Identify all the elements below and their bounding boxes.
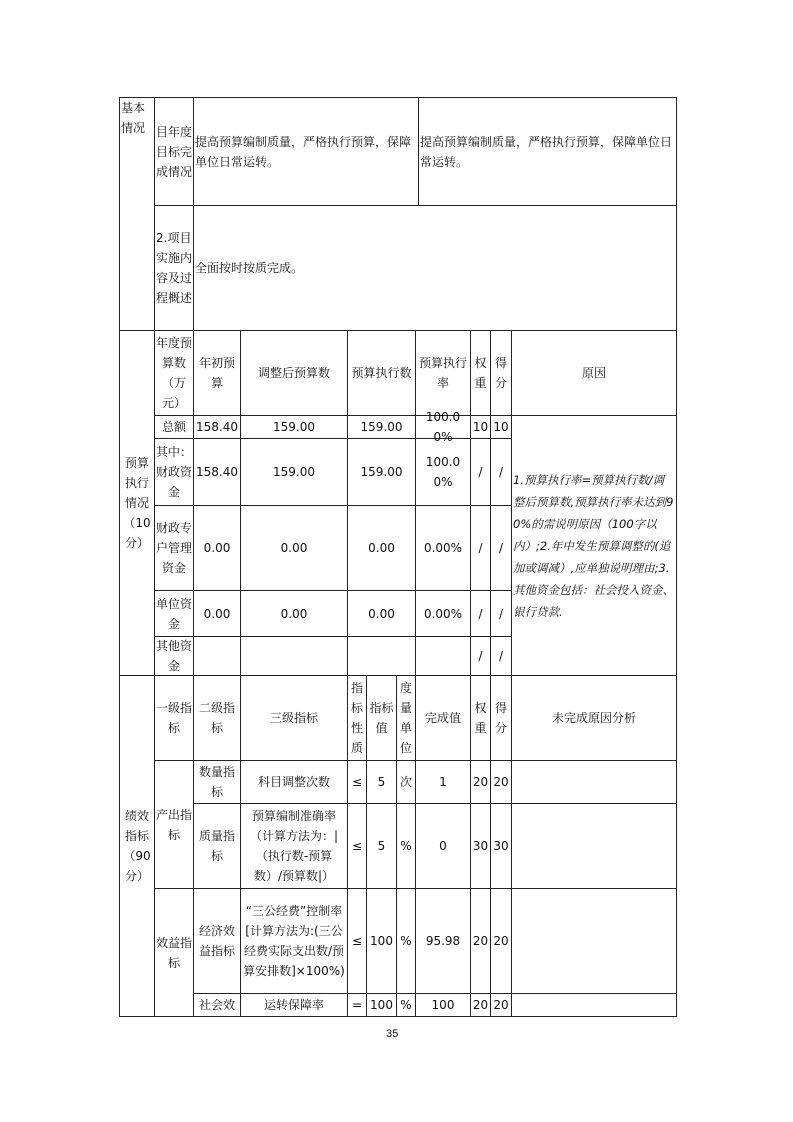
perf-header-8 (490, 675, 512, 761)
budget-header-1-text: 年初预算 (198, 356, 235, 390)
perf-l3-cell (240, 760, 348, 804)
perf-weight-cell-text: 20 (472, 998, 489, 1012)
perf-header-7 (470, 675, 491, 761)
perf-actual-cell (415, 760, 471, 804)
budget-executed-cell-text: 0.00 (368, 541, 395, 555)
goal-actual (418, 97, 677, 206)
perf-target-cell-text: 100 (370, 934, 393, 948)
perf-target-cell (366, 760, 397, 804)
perf-nature-cell-text: ≤ (351, 839, 363, 853)
perf-weight-cell-text: 20 (472, 934, 489, 948)
perf-nature-cell (347, 993, 367, 1017)
budget-header-3-text: 预算执行数 (351, 366, 412, 380)
budget-initial-cell (193, 438, 241, 506)
budget-name-cell (154, 505, 194, 591)
budget-adjusted-cell-text: 159.00 (273, 420, 315, 434)
perf-l3-cell-text: 运转保障率 (263, 998, 324, 1012)
perf-weight-cell (470, 888, 491, 994)
budget-header-3 (347, 330, 416, 416)
budget-header-7 (511, 330, 677, 416)
perf-score-cell (490, 888, 512, 994)
perf-header-8-text: 得分 (494, 701, 507, 735)
goal-actual-text: 提高预算编制质量，严格执行预算，保障单位日常运转。 (420, 134, 673, 169)
budget-name-cell-text: 总额 (161, 420, 186, 434)
perf-reason-cell (511, 803, 677, 889)
perf-l2-cell (193, 888, 241, 994)
budget-header-2-text: 调整后预算数 (257, 366, 330, 380)
goal-planned (193, 97, 419, 206)
perf-target-cell (366, 803, 397, 889)
impl-label-text: 2.项目实施内容及过程概述 (156, 231, 193, 305)
level1-output-text: 产出指标 (156, 807, 193, 842)
budget-section-label (119, 330, 155, 676)
perf-weight-cell-text: 30 (472, 839, 489, 853)
budget-adjusted-cell-text: 0.00 (280, 541, 308, 555)
budget-executed-cell-text: 159.00 (360, 420, 403, 434)
budget-rate-cell (415, 438, 471, 506)
budget-initial-cell-text: 158.40 (196, 465, 238, 479)
budget-weight-cell (470, 438, 491, 506)
perf-l2-cell-text: 质量指标 (198, 829, 235, 863)
perf-header-6 (415, 675, 471, 761)
perf-nature-cell-text: ≤ (351, 934, 363, 948)
perf-score-cell-text: 20 (493, 775, 509, 789)
goal-planned-text: 提高预算编制质量，严格执行预算，保障单位日常运转。 (195, 134, 412, 169)
budget-initial-cell-text: 0.00 (203, 541, 231, 555)
budget-section-label-text: 预算执行情况（10分） (123, 456, 151, 550)
perf-actual-cell (415, 888, 471, 994)
budget-rate-cell (415, 505, 471, 591)
budget-header-4-text: 预算执行率 (418, 356, 467, 390)
budget-name-cell (154, 438, 194, 506)
perf-target-cell-text: 100 (370, 998, 393, 1012)
budget-score-cell (490, 438, 512, 506)
budget-adjusted-cell (240, 590, 348, 637)
perf-actual-cell (415, 993, 471, 1017)
budget-weight-cell (470, 415, 491, 439)
perf-header-1-text: 二级指标 (198, 701, 235, 735)
perf-header-5 (396, 675, 416, 761)
perf-nature-cell-text: ≤ (351, 775, 363, 789)
perf-header-1 (193, 675, 241, 761)
budget-header-1 (193, 330, 241, 416)
perf-unit-cell-text: 次 (399, 775, 412, 789)
budget-weight-cell-text: / (478, 541, 483, 555)
perf-actual-cell-text: 95.98 (425, 934, 461, 948)
perf-header-4 (366, 675, 397, 761)
budget-rate-cell (415, 636, 471, 676)
budget-name-cell-text: 单位资金 (156, 596, 193, 631)
budget-rate-cell-text: 0.00% (423, 541, 463, 555)
budget-header-0 (154, 330, 194, 416)
perf-target-cell-text: 5 (377, 775, 386, 789)
perf-unit-cell (396, 993, 416, 1017)
budget-name-cell-text: 其他资金 (156, 639, 193, 673)
budget-initial-cell-text: 0.00 (203, 606, 231, 621)
perf-score-cell-text: 30 (493, 839, 509, 853)
impl-label (154, 205, 194, 331)
perf-header-9 (511, 675, 677, 761)
perf-target-cell (366, 888, 397, 994)
perf-l3-cell (240, 888, 348, 994)
budget-executed-cell (347, 438, 416, 506)
budget-score-cell (490, 636, 512, 676)
perf-header-5-text: 度量单位 (399, 681, 412, 755)
perf-l2-cell (193, 760, 241, 804)
perf-nature-cell-text: = (351, 998, 363, 1012)
perf-reason-cell (511, 760, 677, 804)
budget-header-6-text: 得分 (494, 356, 507, 390)
budget-name-cell (154, 636, 194, 676)
perf-weight-cell (470, 760, 491, 804)
perf-header-0-text: 一级指标 (156, 701, 193, 735)
perf-header-4-text: 指标值 (369, 701, 394, 735)
budget-score-cell-text: / (498, 541, 504, 555)
perf-unit-cell-text: % (400, 839, 412, 853)
budget-executed-cell-text: 159.00 (360, 465, 403, 479)
perf-header-3 (347, 675, 367, 761)
perf-score-cell (490, 993, 512, 1017)
perf-weight-cell (470, 993, 491, 1017)
perf-actual-cell (415, 803, 471, 889)
budget-weight-cell-text: / (478, 649, 483, 663)
budget-header-5-text: 权重 (474, 356, 487, 390)
perf-score-cell (490, 760, 512, 804)
budget-initial-cell (193, 415, 241, 439)
level1-benefit-text: 效益指标 (156, 935, 193, 970)
perf-header-9-text: 未完成原因分析 (551, 711, 636, 725)
perf-header-2-text: 三级指标 (269, 711, 318, 725)
perf-header-6-text: 完成值 (424, 711, 461, 725)
budget-adjusted-cell-text: 159.00 (273, 465, 315, 479)
budget-rate-cell-text: 100.00% (425, 455, 461, 489)
goal-label-text: 目年度目标完成情况 (156, 124, 193, 179)
perf-l3-cell-text: 预算编制准确率（计算方法为：|（执行数-预算数）/预算数|） (249, 809, 339, 883)
budget-name-cell-text: 财政专户管理资金 (156, 521, 193, 575)
perf-l2-cell-text: 社会效 (198, 998, 235, 1012)
perf-header-3-text: 指标性质 (350, 681, 363, 755)
budget-header-5 (470, 330, 491, 416)
budget-adjusted-cell (240, 438, 348, 506)
budget-score-cell (490, 415, 512, 439)
perf-score-cell-text: 20 (493, 998, 509, 1012)
perf-header-2 (240, 675, 348, 761)
perf-l2-cell-text: 经济效益指标 (198, 924, 235, 958)
budget-score-cell-text: / (498, 465, 504, 479)
budget-adjusted-cell (240, 636, 348, 676)
budget-adjusted-cell (240, 505, 348, 591)
perf-unit-cell (396, 888, 416, 994)
budget-weight-cell (470, 505, 491, 591)
perf-reason-cell (511, 993, 677, 1017)
perf-unit-cell (396, 760, 416, 804)
level1-benefit (154, 888, 194, 1017)
budget-executed-cell (347, 505, 416, 591)
perf-section-label (119, 675, 155, 1017)
basic-info-label (119, 97, 155, 331)
budget-weight-cell (470, 590, 491, 637)
budget-header-0-text: 年度预算数（万元） (156, 336, 193, 410)
perf-l2-cell (193, 993, 241, 1017)
budget-rate-cell (415, 410, 471, 444)
perf-l3-cell-text: 科目调整次数 (257, 775, 330, 789)
page-number: 35 (386, 1028, 399, 1040)
perf-l3-cell (240, 803, 348, 889)
budget-score-cell-text: / (498, 606, 504, 621)
budget-header-6 (490, 330, 512, 416)
budget-initial-cell (193, 590, 241, 637)
perf-nature-cell (347, 888, 367, 994)
perf-weight-cell (470, 803, 491, 889)
perf-l3-cell-text: “三公经费”控制率[计算方法为:(三公经费实际支出数/预算安排数]×100%) (243, 904, 345, 978)
basic-info-label-text: 基本情况 (121, 101, 146, 135)
perf-unit-cell (396, 803, 416, 889)
perf-nature-cell (347, 803, 367, 889)
budget-weight-cell (470, 636, 491, 676)
budget-rate-cell-text: 100.00% (425, 410, 461, 444)
budget-score-cell (490, 590, 512, 637)
budget-executed-cell (347, 636, 416, 676)
budget-executed-cell-text: 0.00 (368, 606, 395, 621)
perf-unit-cell-text: % (400, 934, 412, 948)
budget-weight-cell-text: / (478, 606, 483, 621)
perf-l2-cell (193, 803, 241, 889)
budget-weight-cell-text: 10 (472, 420, 489, 434)
perf-unit-cell-text: % (400, 998, 412, 1012)
budget-header-2 (240, 330, 348, 416)
perf-score-cell (490, 803, 512, 889)
budget-executed-cell (347, 590, 416, 637)
perf-header-0 (154, 675, 194, 761)
budget-score-cell-text: 10 (493, 420, 509, 434)
budget-initial-cell (193, 636, 241, 676)
budget-adjusted-cell (240, 415, 348, 439)
perf-header-7-text: 权重 (474, 701, 487, 735)
budget-name-cell-text: 其中：财政资金 (156, 445, 193, 499)
perf-actual-cell-text: 1 (439, 775, 447, 789)
perf-l2-cell-text: 数量指标 (198, 765, 235, 799)
perf-actual-cell-text: 0 (439, 839, 447, 853)
budget-weight-cell-text: / (478, 465, 483, 479)
perf-score-cell-text: 20 (493, 934, 509, 948)
budget-header-7-text: 原因 (581, 366, 606, 380)
budget-rate-cell-text: 0.00% (423, 606, 463, 621)
budget-initial-cell-text: 158.40 (196, 420, 238, 434)
budget-score-cell-text: / (498, 649, 504, 663)
perf-target-cell-text: 5 (377, 839, 386, 853)
budget-reason-note (511, 415, 677, 676)
perf-nature-cell (347, 760, 367, 804)
impl-text (193, 205, 677, 331)
perf-l3-cell (240, 993, 348, 1017)
impl-text-text: 全面按时按质完成。 (195, 261, 304, 275)
budget-reason-note-text: 1.预算执行率=预算执行数/调整后预算数,预算执行率未达到90%的需说明原因（100字以内）;2.年中发生预算调整的(追加或调减）,应单独说明理由;3.其他资金包括：社会投入资金、银行贷款. (513, 472, 674, 619)
budget-adjusted-cell-text: 0.00 (280, 606, 308, 621)
budget-initial-cell (193, 505, 241, 591)
budget-header-4 (415, 330, 471, 416)
perf-reason-cell (511, 888, 677, 994)
perf-section-label-text: 绩效指标（90分） (123, 809, 151, 883)
level1-output (154, 760, 194, 889)
budget-executed-cell (347, 415, 416, 439)
perf-actual-cell-text: 100 (431, 998, 455, 1012)
budget-name-cell (154, 415, 194, 439)
goal-label (154, 97, 194, 206)
budget-rate-cell (415, 590, 471, 637)
perf-weight-cell-text: 20 (472, 775, 489, 789)
perf-target-cell (366, 993, 397, 1017)
budget-name-cell (154, 590, 194, 637)
budget-score-cell (490, 505, 512, 591)
